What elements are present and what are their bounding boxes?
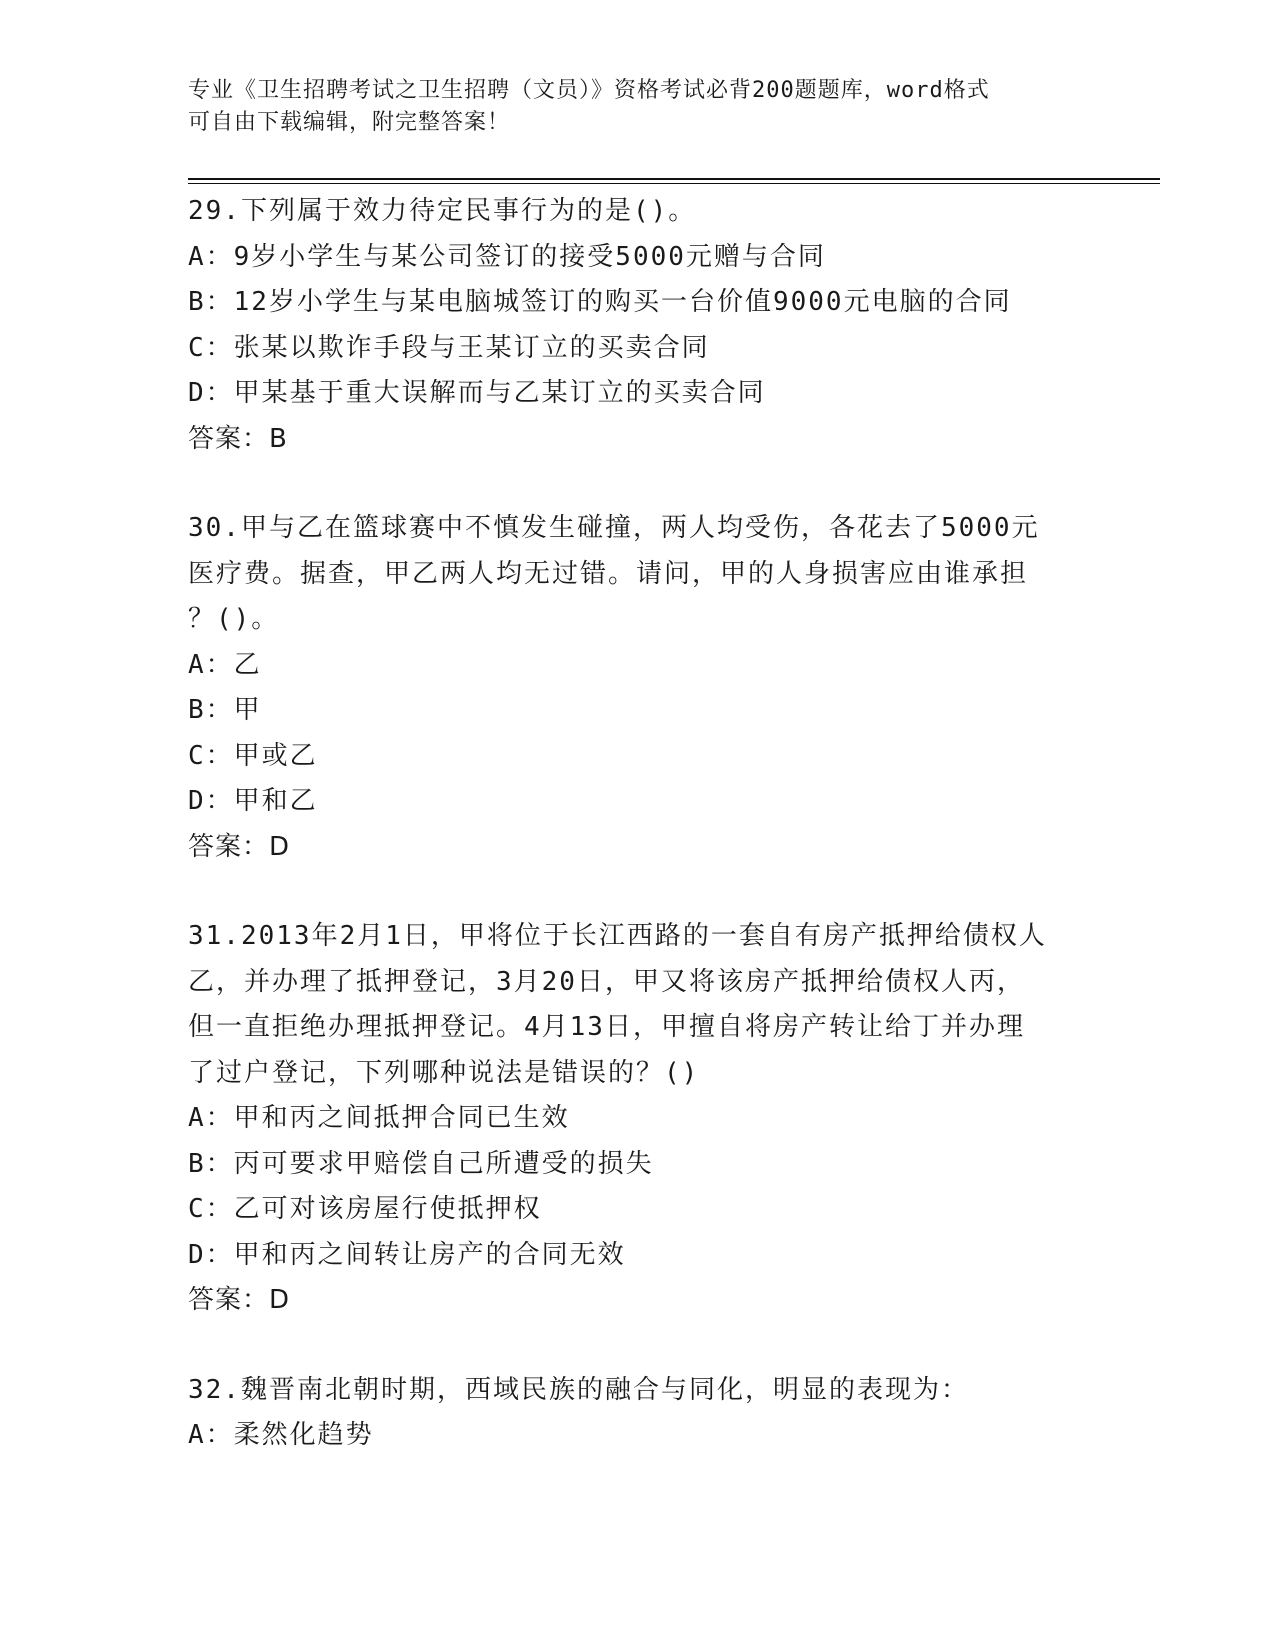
answer-line: 答案：D <box>188 1285 291 1315</box>
option-c: C：甲或乙 <box>188 740 318 771</box>
answer-line: 答案：B <box>188 423 288 454</box>
question-stem-line: 31.2013年2月1日，甲将位于长江西路的一套自有房产抵押给债权人 <box>188 921 1047 951</box>
option-d: D：甲和丙之间转让房产的合同无效 <box>188 1239 626 1270</box>
option-d: D：甲和乙 <box>188 786 318 816</box>
header-divider <box>188 178 1160 184</box>
option-b: B：甲 <box>188 695 262 725</box>
question-block <box>188 914 1088 1324</box>
question-stem-line: ？()。 <box>188 604 280 634</box>
option-a: A：9岁小学生与某公司签订的接受5000元赠与合同 <box>188 241 826 272</box>
option-a: A：乙 <box>188 649 262 680</box>
question-stem-line: 但一直拒绝办理抵押登记。4月13日，甲擅自将房产转让给丁并办理 <box>188 1012 1025 1042</box>
question-block <box>188 506 1088 870</box>
header-line-2: 可自由下载编辑，附完整答案！ <box>188 110 511 135</box>
option-d: D：甲某基于重大误解而与乙某订立的买卖合同 <box>188 378 766 408</box>
option-a: A：甲和丙之间抵押合同已生效 <box>188 1103 570 1133</box>
question-stem: 32.魏晋南北朝时期，西域民族的融合与同化，明显的表现为： <box>188 1374 969 1405</box>
option-b: B：12岁小学生与某电脑城签订的购买一台价值9000元电脑的合同 <box>188 287 1012 317</box>
answer-line: 答案：D <box>188 831 291 862</box>
question-stem-line: 医疗费。据查，甲乙两人均无过错。请问，甲的人身损害应由谁承担 <box>188 558 1029 589</box>
question-stem-line: 乙，并办理了抵押登记，3月20日，甲又将该房产抵押给债权人丙， <box>188 966 1025 997</box>
document-header <box>188 75 1068 139</box>
option-c: C：乙可对该房屋行使抵押权 <box>188 1194 542 1224</box>
question-list <box>188 189 1088 1509</box>
option-a: A：柔然化趋势 <box>188 1420 374 1450</box>
question-block <box>188 189 1088 462</box>
option-b: B：丙可要求甲赔偿自己所遭受的损失 <box>188 1148 654 1179</box>
question-stem: 29.下列属于效力待定民事行为的是()。 <box>188 196 697 226</box>
question-block <box>188 1368 1088 1459</box>
question-stem-line: 了过户登记，下列哪种说法是错误的？() <box>188 1057 700 1088</box>
question-stem-line: 30.甲与乙在篮球赛中不慎发生碰撞，两人均受伤，各花去了5000元 <box>188 513 1040 543</box>
header-line-1: 专业《卫生招聘考试之卫生招聘（文员）》资格考试必背200题题库，word格式 <box>188 78 990 103</box>
option-c: C：张某以欺诈手段与王某订立的买卖合同 <box>188 332 710 363</box>
